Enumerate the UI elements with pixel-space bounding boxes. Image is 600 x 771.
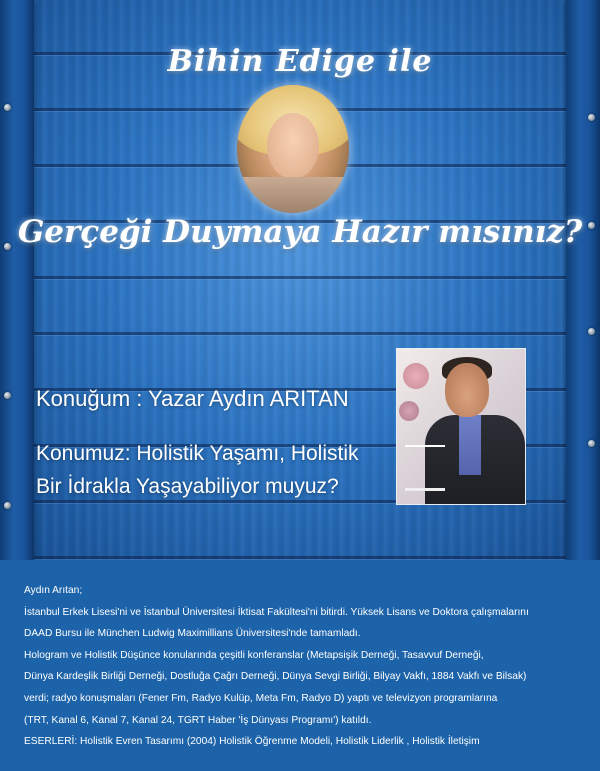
nail-icon <box>588 440 595 447</box>
balance-scale-icon <box>405 445 445 491</box>
left-wood-beam <box>0 0 34 560</box>
poster-tagline: Gerçeği Duymaya Hazır mısınız? <box>17 214 583 250</box>
photo-orb <box>403 363 429 389</box>
nail-icon <box>588 114 595 121</box>
bio-line: ESERLERİ: Holistik Evren Tasarımı (2004) Holistik Öğrenme Modeli, Holistik Liderlik , Holistik İletişim <box>24 736 480 748</box>
guest-shirt <box>459 415 481 475</box>
host-portrait-face <box>267 113 319 179</box>
photo-orb <box>399 401 419 421</box>
guest-bio <box>0 560 600 771</box>
host-portrait-shoulder <box>237 177 349 213</box>
nail-icon <box>4 104 11 111</box>
bio-line: Dünya Kardeşlik Birliği Derneği, Dostluğa Çağrı Derneği, Dünya Sevgi Birliği, Bilyay Vakfı, 1884 Vakfı ve Bilsak) <box>24 671 527 683</box>
topic-text <box>36 437 396 503</box>
bio-line: (TRT, Kanal 6, Kanal 7, Kanal 24, TGRT Haber 'İş Dünyası Programı') katıldı. <box>24 714 372 726</box>
guest-photo <box>396 348 526 505</box>
host-portrait <box>237 85 349 213</box>
bio-line: Hologram ve Holistik Düşünce konularında çeşitli konferanslar (Metapsişik Derneği, Tasavvuf Derneği, <box>24 649 484 661</box>
host-title: Bihin Edige ile <box>167 44 433 79</box>
nail-icon <box>4 502 11 509</box>
right-wood-beam <box>566 0 600 560</box>
bio-line: DAAD Bursu ile München Ludwig Maximillians Üniversitesi'nde tamamladı. <box>24 628 361 640</box>
guest-face <box>445 363 489 417</box>
bio-line: Aydın Arıtan; <box>24 585 83 596</box>
bio-line: verdi; radyo konuşmaları (Fener Fm, Radyo Kulüp, Meta Fm, Radyo D) yaptı ve televizyon programlarına <box>24 692 498 704</box>
nail-icon <box>588 328 595 335</box>
guest-line: Konuğum : Yazar Aydın ARITAN <box>36 386 349 411</box>
nail-icon <box>4 392 11 399</box>
topic-line-1: Konumuz: Holistik Yaşamı, Holistik <box>36 442 359 465</box>
topic-line-2: Bir İdrakla Yaşayabiliyor muyuz? <box>36 475 339 498</box>
bio-line: İstanbul Erkek Lisesi'ni ve İstanbul Üniversitesi İktisat Fakültesi'ni bitirdi. Yüksek Lisans ve Doktora çalışmalarını <box>24 606 529 618</box>
